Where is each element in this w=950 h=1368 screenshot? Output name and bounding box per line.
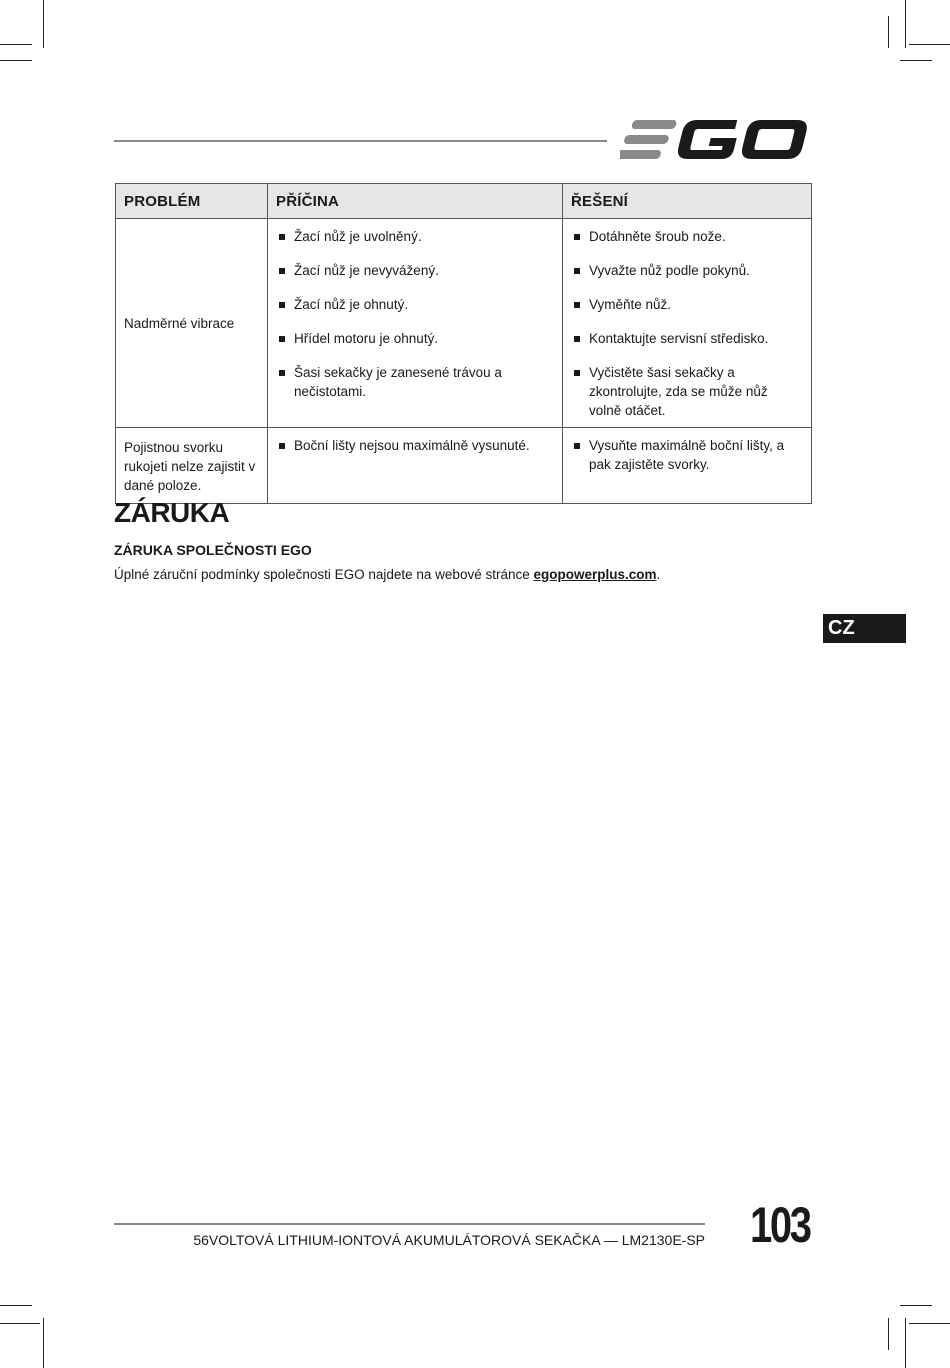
warranty-link[interactable]: egopowerplus.com [533, 567, 657, 582]
crop-mark [43, 0, 44, 48]
problem-cell: Nadměrné vibrace [116, 219, 268, 428]
list-item: Žací nůž je ohnutý. [268, 287, 562, 321]
footer-title: 56VOLTOVÁ LITHIUM-IONTOVÁ AKUMULÁTOROVÁ SEKAČKA — LM2130E-SP [193, 1232, 705, 1248]
list-item: Žací nůž je uvolněný. [268, 219, 562, 253]
crop-mark [0, 1305, 32, 1306]
list-item: Vysuňte maximálně boční lišty, a pak zajistěte svorky. [563, 428, 811, 481]
crop-mark [905, 0, 906, 48]
solution-cell [563, 219, 812, 428]
footer-rule [114, 1223, 705, 1225]
crop-mark [900, 60, 932, 61]
warranty-text-after: . [656, 567, 661, 582]
page-number: 103 [750, 1197, 810, 1253]
ego-logo [620, 117, 810, 163]
list-item: Šasi sekačky je zanesené trávou a nečistotami. [268, 355, 562, 408]
list-item: Hřídel motoru je ohnutý. [268, 321, 562, 355]
list-item: Vyvažte nůž podle pokynů. [563, 253, 811, 287]
header-rule [114, 140, 607, 142]
column-header-solution: ŘEŠENÍ [563, 184, 812, 219]
column-header-problem: PROBLÉM [116, 184, 268, 219]
warranty-subtitle: ZÁRUKA SPOLEČNOSTI EGO [114, 542, 312, 558]
list-item: Vyčistěte šasi sekačky a zkontrolujte, zda se může nůž volně otáčet. [563, 355, 811, 427]
warranty-text-before: Úplné záruční podmínky společnosti EGO najdete na webové stránce [114, 567, 534, 582]
crop-mark [909, 44, 950, 45]
table-row [116, 428, 812, 504]
problem-cell: Pojistnou svorku rukojeti nelze zajistit v dané poloze. [116, 428, 268, 504]
crop-mark [0, 60, 32, 61]
warranty-title: ZÁRUKA [114, 497, 230, 528]
cause-cell [268, 428, 563, 504]
warranty-text [114, 567, 660, 582]
column-header-cause: PŘÍČINA [268, 184, 563, 219]
list-item: Boční lišty nejsou maximálně vysunuté. [268, 428, 562, 462]
crop-mark [0, 44, 32, 45]
table-row [116, 219, 812, 428]
crop-mark [0, 1323, 40, 1324]
cause-cell [268, 219, 563, 428]
list-item: Kontaktujte servisní středisko. [563, 321, 811, 355]
list-item: Vyměňte nůž. [563, 287, 811, 321]
crop-mark [909, 1323, 950, 1324]
solution-cell [563, 428, 812, 504]
crop-mark [43, 1318, 44, 1368]
crop-mark [888, 1318, 889, 1350]
crop-mark [905, 1318, 906, 1368]
crop-mark [900, 1305, 932, 1306]
list-item: Dotáhněte šroub nože. [563, 219, 811, 253]
troubleshooting-table [115, 183, 812, 504]
list-item: Žací nůž je nevyvážený. [268, 253, 562, 287]
language-tab: CZ [823, 614, 906, 643]
table-header-row [116, 184, 812, 219]
crop-mark [888, 16, 889, 48]
